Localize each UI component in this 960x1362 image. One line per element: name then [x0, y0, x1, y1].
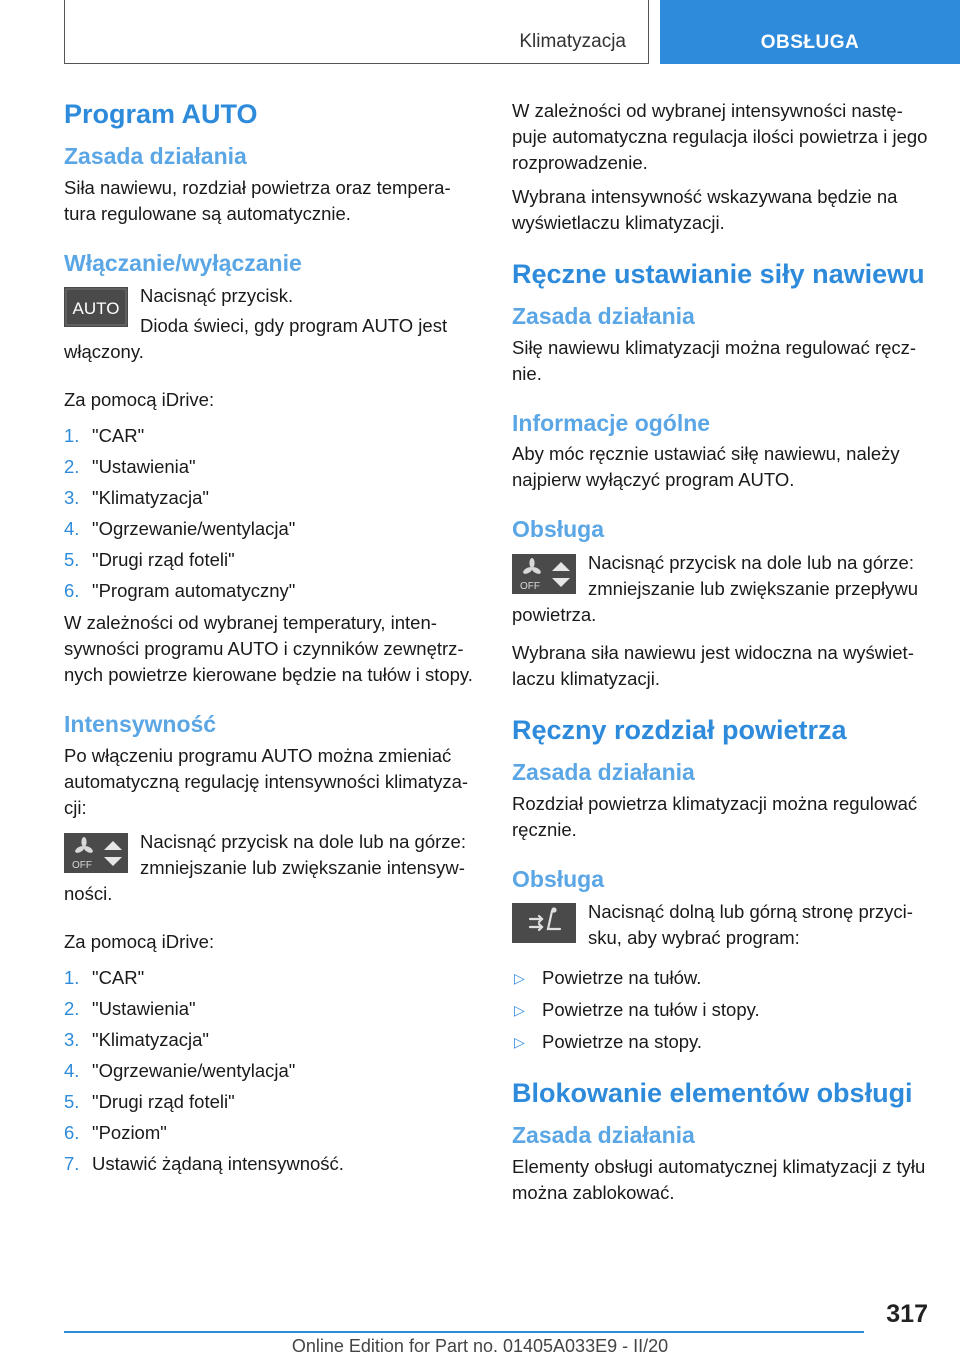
- heading-reczne-ustawianie: Ręczne ustawianie siły nawiewu: [512, 259, 925, 289]
- paragraph-obsluga-1: Nacisnąć przycisk na dole lub na górze: zmniejszanie lub zwiększanie przepływu powietrza.: [512, 552, 919, 625]
- paragraph-zaleznosc-intens: W zależności od wybranej intensywności nastę- puje automatyczna regulacja ilości powietrza i jego rozprowadzenie.: [512, 100, 928, 173]
- list-item: 3. "Klimatyzacja": [64, 1029, 209, 1050]
- list-item: 2. "Ustawienia": [64, 456, 196, 478]
- paragraph-zasada: Siła nawiewu, rozdział powietrza oraz tempera- tura regulowane są automatycznie.: [64, 176, 451, 224]
- steps-list-2: [64, 965, 479, 1177]
- svg-text:OFF: OFF: [72, 860, 92, 871]
- list-item: 6. "Poziom": [64, 1122, 167, 1143]
- header-section-box: [64, 0, 649, 64]
- list-item: ▷ Powietrze na stopy.: [512, 1029, 932, 1055]
- list-item: 5. "Drugi rząd foteli": [64, 1091, 235, 1112]
- triangle-bullet-icon: ▷: [514, 970, 525, 987]
- list-item: ▷ Powietrze na tułów.: [512, 965, 932, 991]
- header-section-title: Klimatyzacja: [519, 31, 626, 52]
- fan-button-row-2: [512, 550, 932, 632]
- footer-divider: [64, 1331, 864, 1333]
- left-column: [64, 98, 479, 1183]
- heading-zasada-dzialania-2: Zasada działania: [512, 302, 695, 329]
- list-item: 4. "Ogrzewanie/wentylacja": [64, 1060, 296, 1081]
- heading-reczny-rozdzial: Ręczny rozdział powietrza: [512, 715, 847, 745]
- list-item: 4. "Ogrzewanie/wentylacja": [64, 518, 296, 540]
- heading-informacje-ogolne: Informacje ogólne: [512, 409, 711, 436]
- heading-zasada-dzialania-3: Zasada działania: [512, 758, 695, 785]
- heading-zasada-dzialania-4: Zasada działania: [512, 1122, 695, 1148]
- air-program-list: [512, 965, 932, 1055]
- paragraph-obsluga-2: Nacisnąć dolną lub górną stronę przyci- sku, aby wybrać program:: [588, 901, 913, 949]
- page-header: [0, 0, 960, 66]
- heading-blokowanie: Blokowanie elementów obsługi: [512, 1078, 913, 1109]
- header-chapter-tab: [660, 0, 960, 64]
- paragraph-informacje: Aby móc ręcznie ustawiać siłę nawiewu, należy najpierw wyłączyć program AUTO.: [512, 443, 900, 491]
- svg-text:OFF: OFF: [520, 581, 540, 592]
- triangle-bullet-icon: ▷: [514, 1034, 525, 1051]
- list-item: 6. "Program automatyczny": [64, 580, 296, 602]
- paragraph-dioda: Dioda świeci, gdy program AUTO jest włączony.: [64, 315, 448, 363]
- heading-intensywnosc: Intensywność: [64, 711, 217, 738]
- paragraph-zaleznosc: W zależności od wybranej temperatury, inten- sywności programu AUTO i czynników zewnętrz- nych powietrze kierowane będzie na tułów i stopy.: [64, 612, 473, 686]
- air-distribution-button-row: [512, 899, 932, 955]
- steps-list-1: [64, 423, 479, 604]
- list-item: 2. "Ustawienia": [64, 998, 196, 1019]
- paragraph-sila-nawiewu: Wybrana siła nawiewu jest widoczna na wyświet- laczu klimatyzacji.: [512, 642, 914, 689]
- paragraph-zasada-2: Siłę nawiewu klimatyzacji można regulować ręcz- nie.: [512, 336, 917, 384]
- fan-button-row: [64, 829, 479, 911]
- heading-obsluga-2: Obsługa: [512, 865, 605, 892]
- fan-up-down-button-icon: [64, 833, 128, 873]
- air-distribution-button-icon: [512, 903, 576, 943]
- heading-wlaczanie: Włączanie/wyłączanie: [64, 249, 302, 276]
- heading-zasada-dzialania: Zasada działania: [64, 142, 247, 169]
- list-item: 1. "CAR": [64, 967, 145, 988]
- paragraph-nacisnac: Nacisnąć przycisk.: [140, 285, 294, 307]
- heading-obsluga-1: Obsługa: [512, 516, 605, 543]
- header-chapter-title: OBSŁUGA: [760, 32, 860, 53]
- list-item: 7. Ustawić żądaną intensywność.: [64, 1153, 344, 1174]
- list-item: 3. "Klimatyzacja": [64, 487, 209, 509]
- right-column: [512, 98, 932, 1214]
- paragraph-wyswietlacz: Wybrana intensywność wskazywana będzie na wyświetlaczu klimatyzacji.: [512, 186, 898, 233]
- triangle-bullet-icon: ▷: [514, 1002, 525, 1019]
- auto-button-icon: [64, 287, 128, 327]
- auto-icon-label: AUTO: [72, 299, 120, 319]
- auto-button-row: [64, 283, 479, 369]
- paragraph-zasada-4: Elementy obsługi automatycznej klimatyzacji z tyłu można zablokować.: [512, 1155, 926, 1203]
- page-number: 317: [886, 1300, 928, 1328]
- paragraph-idrive-2: Za pomocą iDrive:: [64, 931, 215, 952]
- list-item: 5. "Drugi rząd foteli": [64, 549, 235, 571]
- heading-program-auto: Program AUTO: [64, 99, 258, 129]
- list-item: 1. "CAR": [64, 425, 145, 447]
- fan-up-down-button-icon: [512, 554, 576, 594]
- paragraph-nacisnac-2: Nacisnąć przycisk na dole lub na górze: zmniejszanie lub zwiększanie intensyw- ności.: [64, 831, 466, 904]
- footer-edition: Online Edition for Part no. 01405A033E9 - II/20: [291, 1336, 669, 1356]
- paragraph-idrive-1: Za pomocą iDrive:: [64, 389, 215, 411]
- list-item: ▷ Powietrze na tułów i stopy.: [512, 997, 932, 1023]
- paragraph-zasada-3: Rozdział powietrza klimatyzacji można regulować ręcznie.: [512, 792, 918, 840]
- paragraph-intensywnosc: Po włączeniu programu AUTO można zmieniać automatyczną regulację intensywności klimatyza- cji:: [64, 745, 469, 818]
